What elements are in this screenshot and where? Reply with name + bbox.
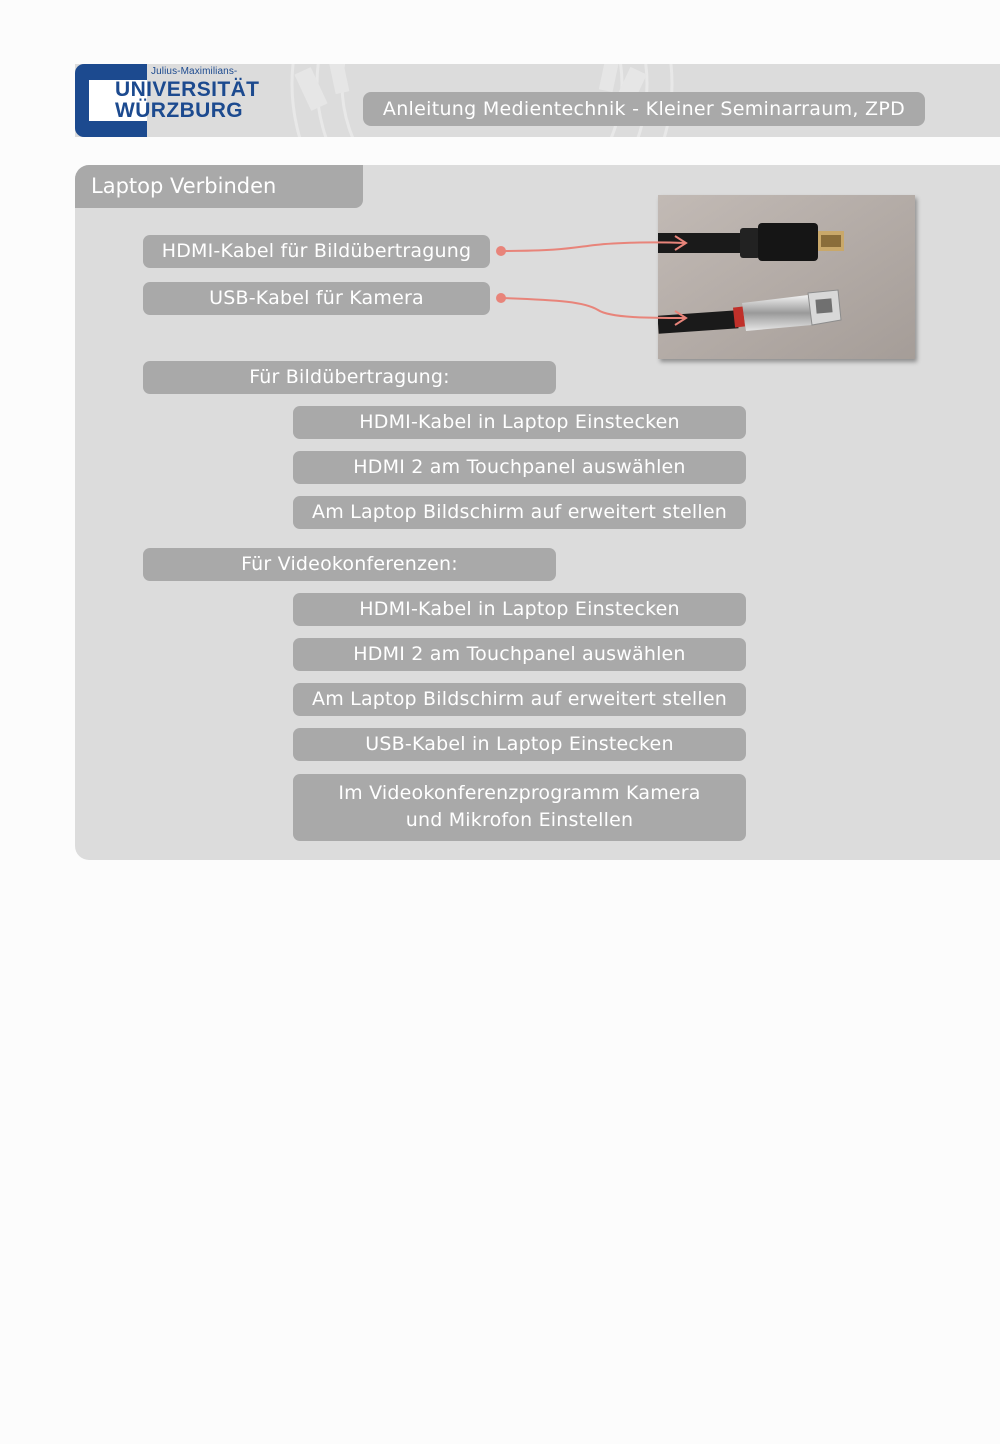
hdmi-cable-label: HDMI-Kabel für Bildübertragung (143, 235, 490, 268)
group-heading-videokonferenzen: Für Videokonferenzen: (143, 548, 556, 581)
group-heading-bilduebertragung: Für Bildübertragung: (143, 361, 556, 394)
university-logo (75, 64, 275, 137)
step-line: Im Videokonferenzprogramm Kamera (338, 782, 701, 804)
step-item: USB-Kabel in Laptop Einstecken (293, 728, 746, 761)
logo-line-wuerzburg: WÜRZBURG (115, 99, 244, 122)
step-item: HDMI 2 am Touchpanel auswählen (293, 638, 746, 671)
step-item: Am Laptop Bildschirm auf erweitert stellen (293, 496, 746, 529)
step-item: HDMI-Kabel in Laptop Einstecken (293, 406, 746, 439)
step-line: und Mikrofon Einstellen (405, 809, 634, 831)
step-item: Am Laptop Bildschirm auf erweitert stellen (293, 683, 746, 716)
cable-photo (658, 195, 915, 359)
step-item: HDMI-Kabel in Laptop Einstecken (293, 593, 746, 626)
usb-cable-label: USB-Kabel für Kamera (143, 282, 490, 315)
section-title: Laptop Verbinden (75, 165, 363, 208)
document-title: Anleitung Medientechnik - Kleiner Seminarraum, ZPD (363, 92, 925, 126)
step-item: HDMI 2 am Touchpanel auswählen (293, 451, 746, 484)
step-item-camera-microphone (293, 774, 746, 841)
logo-line-universitaet: UNIVERSITÄT (115, 78, 260, 101)
logo-superscript: Julius-Maximilians- (151, 66, 238, 77)
